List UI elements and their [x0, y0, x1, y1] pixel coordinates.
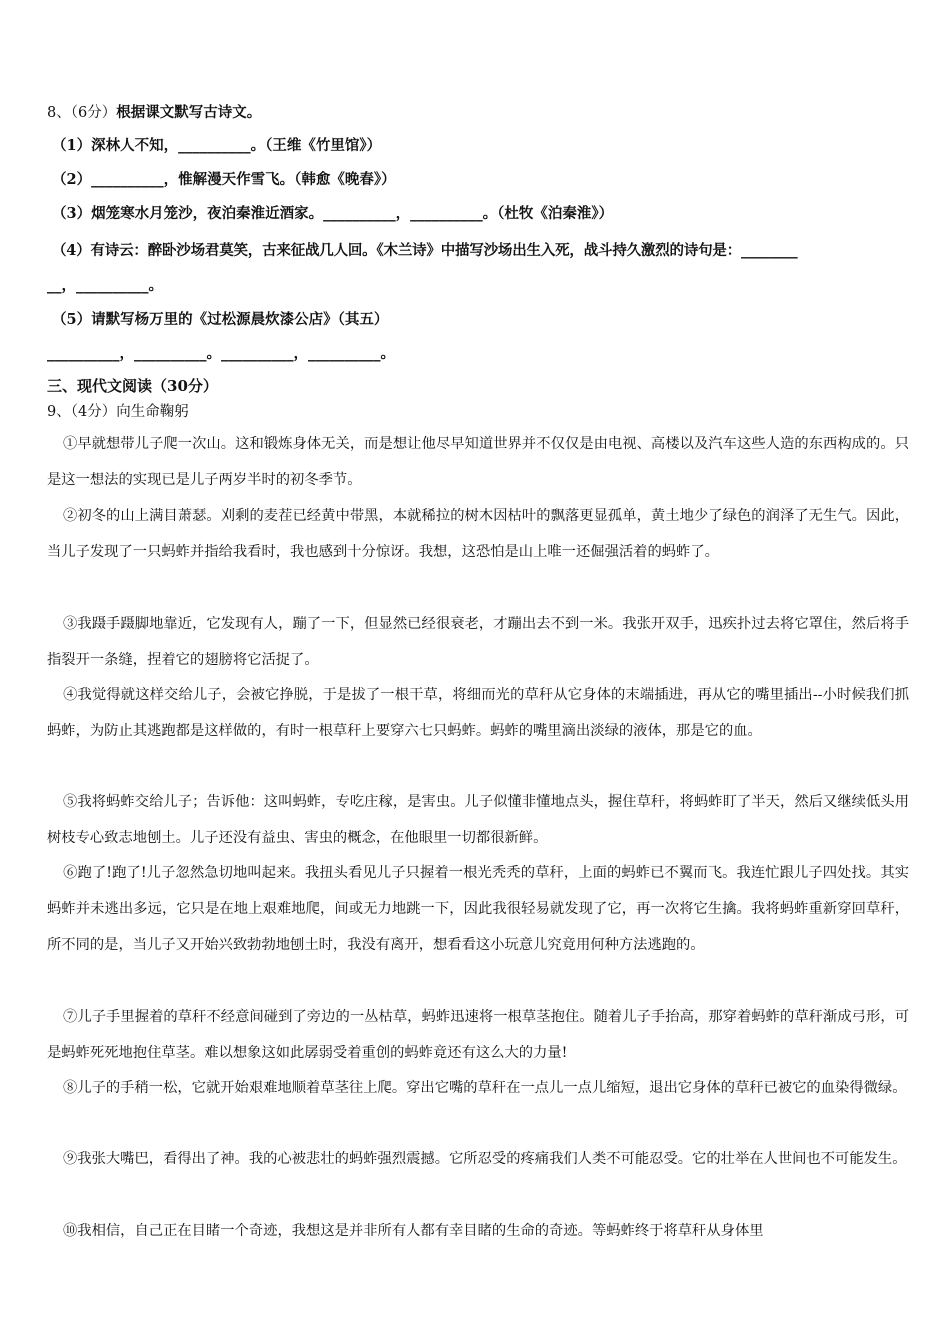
- question-9-header: [47, 402, 950, 422]
- passage-title: 向生命鞠躬: [116, 404, 189, 420]
- question-score: （4分）: [70, 404, 117, 420]
- paragraph-text: ②初冬的山上满目萧瑟。刈剩的麦茬已经黄中带黑，本就稀拉的树木因枯叶的飘落更显孤单，黄土地少了绿色的润泽了无生气。因此，当儿子发现了一只蚂蚱并指给我看时，我也感到十分惊讶。我想，这恐怕是山上唯一还倔强活着的蚂蚱了。: [47, 508, 909, 560]
- paragraph-4: [47, 677, 909, 749]
- paragraph-text: ⑩我相信，自己正在目睹一个奇迹，我想这是并非所有人都有幸目睹的生命的奇迹。等蚂蚱终于将草秆从身体里: [63, 1223, 764, 1239]
- paragraph-3: [47, 606, 909, 678]
- paragraph-text: ④我觉得就这样交给儿子，会被它挣脱，于是拔了一根干草，将细而光的草秆从它身体的末端插进，再从它的嘴里插出--小时候我们抓蚂蚱，为防止其逃跑都是这样做的，有时一根草秆上要穿六七只蚂蚱。蚂蚱的嘴里滴出淡绿的液体，那是它的血。: [47, 687, 909, 739]
- q8-item-4: （4）有诗云：醉卧沙场君莫笑，古来征战几人回。《木兰诗》中描写沙场出生入死，战斗持久激烈的诗句是：________: [52, 242, 798, 259]
- q8-item-5-blanks: __________，__________。__________，__________。: [47, 345, 395, 362]
- question-prompt: 根据课文默写古诗文。: [116, 104, 262, 121]
- paragraph-text: ⑥跑了!跑了!儿子忽然急切地叫起来。我扭头看见儿子只握着一根光秃秃的草秆，上面的蚂蚱已不翼而飞。我连忙跟儿子四处找。其实蚂蚱并未逃出多远，它只是在地上艰难地爬，间或无力地跳一下，因此我很轻易就发现了它，再一次将它生擒。我将蚂蚱重新穿回草秆，所不同的是，当儿子又开始兴致勃勃地刨土时，我没有离开，想看看这小玩意儿究竟用何种方法逃跑的。: [47, 865, 909, 953]
- paragraph-8: [47, 1070, 909, 1106]
- question-number: 8、: [47, 105, 71, 121]
- q8-item-2: （2）__________，惟解漫天作雪飞。（韩愈《晚春》）: [52, 171, 396, 188]
- paragraph-text: ⑨我张大嘴巴，看得出了神。我的心被悲壮的蚂蚱强烈震撼。它所忍受的疼痛我们人类不可能忍受。它的壮举在人世间也不可能发生。: [63, 1151, 907, 1167]
- paragraph-text: ⑤我将蚂蚱交给儿子；告诉他：这叫蚂蚱，专吃庄稼，是害虫。儿子似懂非懂地点头，握住草秆，将蚂蚱盯了半天，然后又继续低头用树枝专心致志地刨土。儿子还没有益虫、害虫的概念，在他眼里一切都很新鲜。: [47, 794, 909, 846]
- paragraph-6: [47, 855, 909, 963]
- section-title: 三、现代文阅读（30分）: [47, 377, 218, 395]
- paragraph-2: [47, 498, 909, 570]
- q8-item-3: （3）烟笼寒水月笼沙，夜泊秦淮近酒家。__________，__________。（杜牧《泊秦淮》）: [52, 205, 614, 222]
- paragraph-text: ⑧儿子的手稍一松，它就开始艰难地顺着草茎往上爬。穿出它嘴的草秆在一点儿一点儿缩短，退出它身体的草秆已被它的血染得微绿。: [63, 1080, 907, 1096]
- paragraph-5: [47, 784, 909, 856]
- question-number: 9、: [47, 404, 71, 420]
- question-score: （6分）: [70, 105, 117, 121]
- q8-item-5: （5）请默写杨万里的《过松源晨炊漆公店》（其五）: [52, 311, 389, 328]
- question-8-header: [47, 103, 950, 123]
- paragraph-text: ①早就想带儿子爬一次山。这和锻炼身体无关，而是想让他尽早知道世界并不仅仅是由电视、高楼以及汽车这些人造的东西构成的。只是这一想法的实现已是儿子两岁半时的初冬季节。: [47, 436, 909, 488]
- paragraph-9: [47, 1141, 909, 1177]
- paragraph-text: ⑦儿子手里握着的草秆不经意间碰到了旁边的一丛枯草，蚂蚱迅速将一根草茎抱住。随着儿子手抬高，那穿着蚂蚱的草秆渐成弓形，可是蚂蚱死死地抱住草茎。难以想象这如此孱弱受着重创的蚂蚱竟还有这么大的力量!: [47, 1009, 909, 1061]
- q8-item-1: （1）深林人不知，__________。（王维《竹里馆》）: [52, 137, 382, 154]
- paragraph-10: [47, 1213, 909, 1249]
- q8-item-4-continuation: __，__________。: [47, 277, 163, 294]
- paragraph-text: ③我蹑手蹑脚地靠近，它发现有人，蹦了一下，但显然已经很衰老，才蹦出去不到一米。我张开双手，迅疾扑过去将它罩住，然后将手指裂开一条缝，捏着它的翅膀将它活捉了。: [47, 616, 909, 668]
- paragraph-7: [47, 999, 909, 1071]
- paragraph-1: [47, 426, 909, 498]
